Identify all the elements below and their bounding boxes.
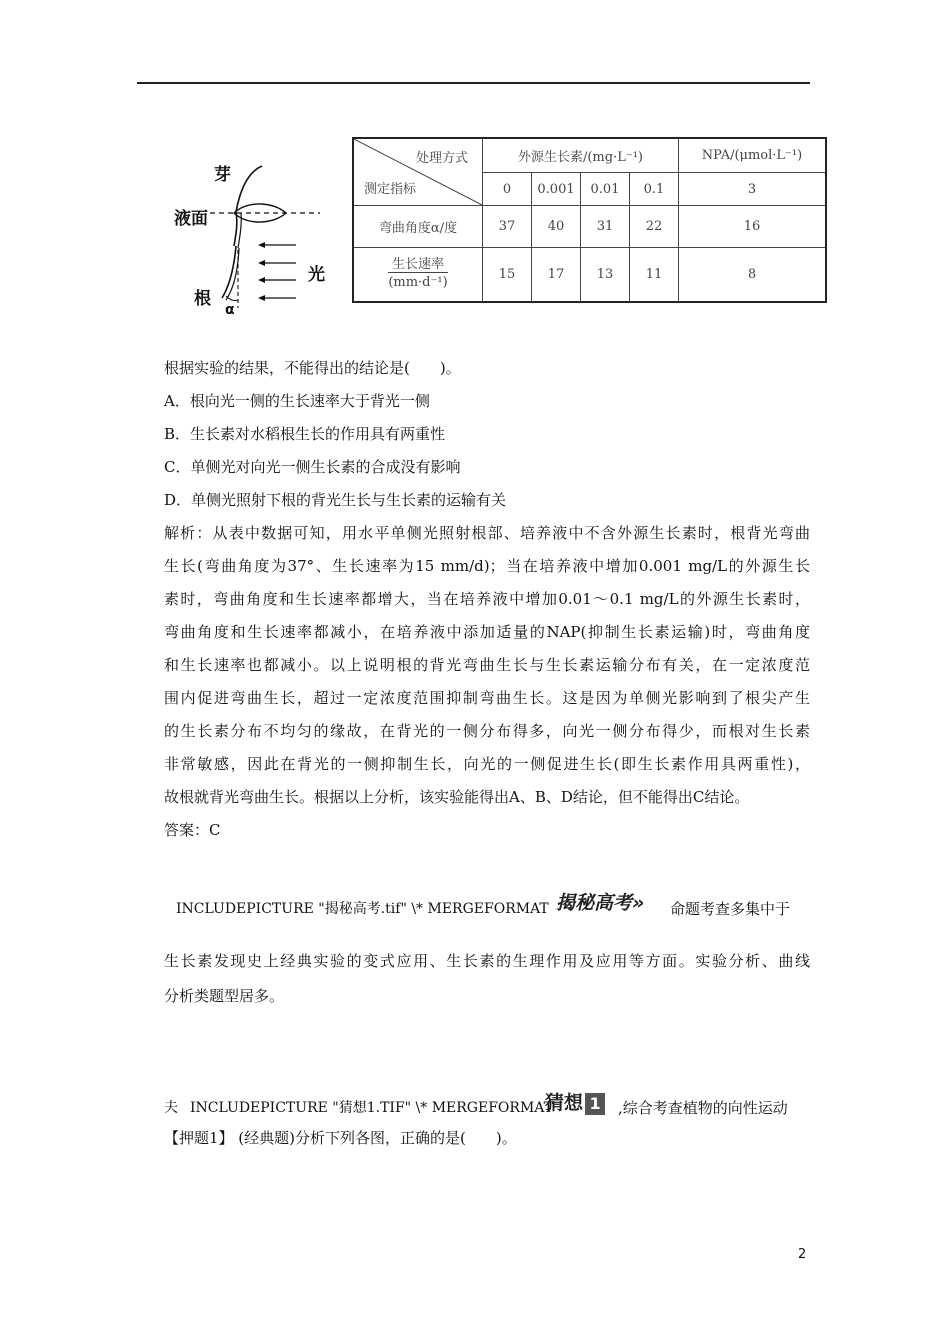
- conc-cell: 0: [483, 173, 532, 206]
- root-label: 根: [194, 289, 211, 309]
- analysis-line: 非常敏感，因此在背光的一侧抑制生长，向光的一侧促进生长(即生长素作用具两重性)，: [164, 755, 810, 773]
- auxin-data-table: [352, 137, 827, 303]
- diag-header-treatment: 处理方式: [415, 151, 468, 166]
- secret-exam-banner: 揭秘高考»: [556, 892, 645, 914]
- angle-alpha-label: α: [225, 302, 235, 318]
- guess-tail: ,综合考查植物的向性运动: [618, 1099, 788, 1117]
- header-exogenous-auxin: 外源生长素/(mg·L⁻¹): [483, 138, 679, 173]
- value-cell: 31: [581, 206, 630, 248]
- analysis-line: 围内促进弯曲生长，超过一定浓度范围抑制弯曲生长。这是因为单侧光影响到了根尖产生: [164, 689, 810, 707]
- conc-cell: 0.1: [630, 173, 679, 206]
- diag-header-metric: 测定指标: [364, 182, 417, 197]
- value-cell: 15: [483, 248, 532, 302]
- conc-cell: 3: [679, 173, 827, 206]
- value-cell: 17: [532, 248, 581, 302]
- guess-prefix: 夫: [164, 1100, 178, 1116]
- table-corner-cell: [353, 138, 483, 206]
- analysis-line: 和生长速率也都减小。以上说明根的背光弯曲生长与生长素运输分布有关，在一定浓度范: [164, 656, 810, 674]
- option-c: C．单侧光对向光一侧生长素的合成没有影响: [164, 458, 461, 476]
- row-label-bend-angle: 弯曲角度α/度: [353, 206, 483, 248]
- value-cell: 40: [532, 206, 581, 248]
- guess-banner: [545, 1088, 605, 1118]
- value-cell: 11: [630, 248, 679, 302]
- conc-cell: 0.01: [581, 173, 630, 206]
- page-number: 2: [798, 1247, 807, 1262]
- row-label-growth-rate: [353, 248, 483, 302]
- analysis-line: 解析：从表中数据可知，用水平单侧光照射根部、培养液中不含外源生长素时，根背光弯曲: [164, 524, 810, 542]
- analysis-last-line: 故根就背光弯曲生长。根据以上分析，该实验能得出A、B、D结论，但不能得出C结论。: [164, 788, 750, 806]
- value-cell: 16: [679, 206, 827, 248]
- guess-banner-text: 猜想: [545, 1092, 584, 1114]
- growth-rate-label: 生长速率: [388, 257, 448, 273]
- value-cell: 8: [679, 248, 827, 302]
- secret-line-2: 生长素发现史上经典实验的变式应用、生长素的生理作用及应用等方面。实验分析、曲线: [164, 952, 810, 970]
- light-label: 光: [308, 265, 325, 285]
- secret-text-tail: 命题考查多集中于: [670, 900, 791, 918]
- analysis-line: 生长(弯曲角度为37°、生长速率为15 mm/d)；当在培养液中增加0.001 mg/L的外源生长: [164, 557, 810, 575]
- analysis-line: 的生长素分布不均匀的缘故，在背光的一侧分布得多，向光一侧分布得少，而根对生长素: [164, 722, 810, 740]
- value-cell: 13: [581, 248, 630, 302]
- liquid-surface-label: 液面: [174, 209, 208, 229]
- header-npa: NPA/(μmol·L⁻¹): [679, 138, 827, 173]
- option-a: A．根向光一侧的生长速率大于背光一侧: [164, 392, 430, 410]
- header-rule: [137, 82, 810, 84]
- value-cell: 22: [630, 206, 679, 248]
- option-b: B．生长素对水稻根生长的作用具有两重性: [164, 425, 446, 443]
- analysis-line: 弯曲角度和生长速率都减小，在培养液中添加适量的NAP(抑制生长素运输)时，弯曲角度: [164, 623, 810, 641]
- analysis-line: 素时，弯曲角度和生长速率都增大，当在培养液中增加0.01～0.1 mg/L的外源生长素时，: [164, 590, 810, 608]
- guess-number-badge: 1: [585, 1093, 605, 1115]
- bud-label: 芽: [214, 165, 231, 185]
- field-code-secret: INCLUDEPICTURE "揭秘高考.tif" \* MERGEFORMAT: [176, 901, 549, 917]
- value-cell: 37: [483, 206, 532, 248]
- conc-cell: 0.001: [532, 173, 581, 206]
- root-phototropism-figure: [170, 150, 350, 320]
- option-d: D．单侧光照射下根的背光生长与生长素的运输有关: [164, 491, 507, 509]
- secret-line-3: 分析类题型居多。: [164, 987, 285, 1005]
- question-stem: 根据实验的结果，不能得出的结论是( )。: [164, 359, 461, 377]
- answer: 答案：C: [164, 821, 221, 839]
- growth-rate-unit: (mm·d⁻¹): [388, 275, 448, 291]
- guess-problem: 【押题1】 (经典题)分析下列各图，正确的是( )。: [164, 1129, 517, 1147]
- field-code-guess: INCLUDEPICTURE "猜想1.TIF" \* MERGEFORMAT: [190, 1100, 553, 1116]
